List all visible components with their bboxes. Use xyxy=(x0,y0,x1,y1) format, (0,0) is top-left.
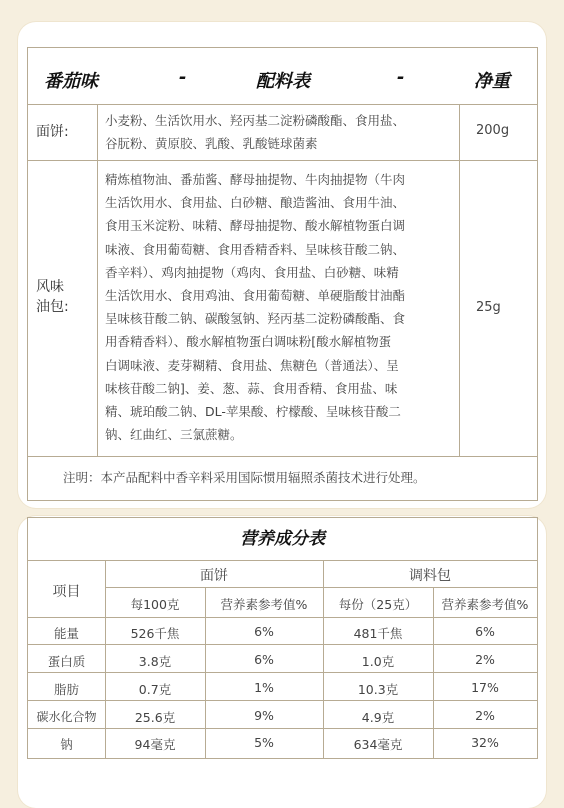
noodle-value: 526千焦 xyxy=(130,626,180,641)
nutrient-name: 脂肪 xyxy=(53,682,79,697)
noodle-nrv: 9% xyxy=(254,708,274,723)
sauce-weight: 25g xyxy=(476,300,501,315)
irradiation-note: 注明：本产品配料中香辛料采用国际惯用辐照杀菌技术进行处理。 xyxy=(63,470,426,485)
per-100g-header: 每100克 xyxy=(130,597,180,612)
sauce-value: 10.3克 xyxy=(357,682,399,697)
sauce-nrv: 2% xyxy=(475,652,495,667)
noodle-value: 3.8克 xyxy=(138,654,172,669)
ingredients-title-row xyxy=(28,48,537,105)
sauce-row xyxy=(28,160,537,457)
ingredients-table xyxy=(27,47,538,501)
noodle-value: 94毫克 xyxy=(134,737,176,752)
nutrition-table xyxy=(27,517,538,759)
sauce-header: 调料包 xyxy=(409,568,451,584)
noodle-nrv: 6% xyxy=(254,652,274,667)
nrv-header: 营养素参考值% xyxy=(220,597,308,612)
title-dash: - xyxy=(179,67,187,88)
nutrient-name: 能量 xyxy=(53,626,79,641)
noodle-weight: 200g xyxy=(476,123,510,138)
sauce-nrv: 17% xyxy=(471,680,499,695)
sauce-value: 1.0克 xyxy=(361,654,395,669)
nrv-header: 营养素参考值% xyxy=(441,597,529,612)
sauce-label: 风味 油包: xyxy=(36,279,69,315)
sauce-nrv: 32% xyxy=(471,735,499,750)
item-header: 项目 xyxy=(52,584,81,600)
ingredients-heading: 配料表 xyxy=(256,71,310,92)
nutrient-name: 蛋白质 xyxy=(47,654,86,669)
per-serving-header: 每份（25克） xyxy=(338,597,418,612)
sauce-ingredients: 精炼植物油、番茄酱、酵母抽提物、牛肉抽提物（牛肉 生活饮用水、食用盐、白砂糖、酿造酱油、食用牛油、 食用玉米淀粉、味精、酵母抽提物、酸水解植物蛋白调 味液、食用葡萄糖、食用香精香料、呈味核苷酸二钠、 香辛料）、鸡肉抽提物（鸡肉、食用盐、白砂糖、味精 生活饮用水、食用鸡油、食用葡萄糖、单硬脂酸甘油酯 呈味核苷酸二钠、碳酸氢钠、羟丙基二淀粉磷酸酯、食 用香精香料）、酸水解植物蛋白调味粉[酸水解植物蛋 白调味液、麦芽糊精、食用盐、焦糖色（普通法）、呈 味核苷酸二钠]、姜、葱、蒜、食用香精、食用盐、味 精、琥珀酸二钠、DL-苹果酸、柠檬酸、呈味核苷酸二 钠、红曲红、三氯蔗糖。 xyxy=(105,172,406,443)
noodle-nrv: 6% xyxy=(254,624,274,639)
sauce-nrv: 2% xyxy=(475,708,495,723)
title-dash: - xyxy=(397,67,405,88)
noodle-ingredients: 小麦粉、生活饮用水、羟丙基二淀粉磷酸酯、食用盐、 谷朊粉、黄原胶、乳酸、乳酸链球菌素 xyxy=(105,113,406,152)
noodle-value: 25.6克 xyxy=(134,710,176,725)
nutrient-name: 钠 xyxy=(60,737,73,752)
noodle-nrv: 5% xyxy=(254,735,274,750)
nutrition-title: 营养成分表 xyxy=(28,518,537,561)
noodle-value: 0.7克 xyxy=(138,682,172,697)
flavor-title: 番茄味 xyxy=(44,71,98,92)
net-weight-heading: 净重 xyxy=(474,71,510,92)
noodle-header: 面饼 xyxy=(200,568,228,584)
noodle-row xyxy=(28,104,537,161)
nutrient-name: 碳水化合物 xyxy=(36,710,97,724)
sauce-value: 634毫克 xyxy=(353,737,403,752)
sauce-value: 4.9克 xyxy=(361,710,395,725)
sauce-nrv: 6% xyxy=(475,624,495,639)
noodle-label: 面饼: xyxy=(36,124,69,140)
noodle-nrv: 1% xyxy=(254,680,274,695)
sauce-value: 481千焦 xyxy=(353,626,403,641)
